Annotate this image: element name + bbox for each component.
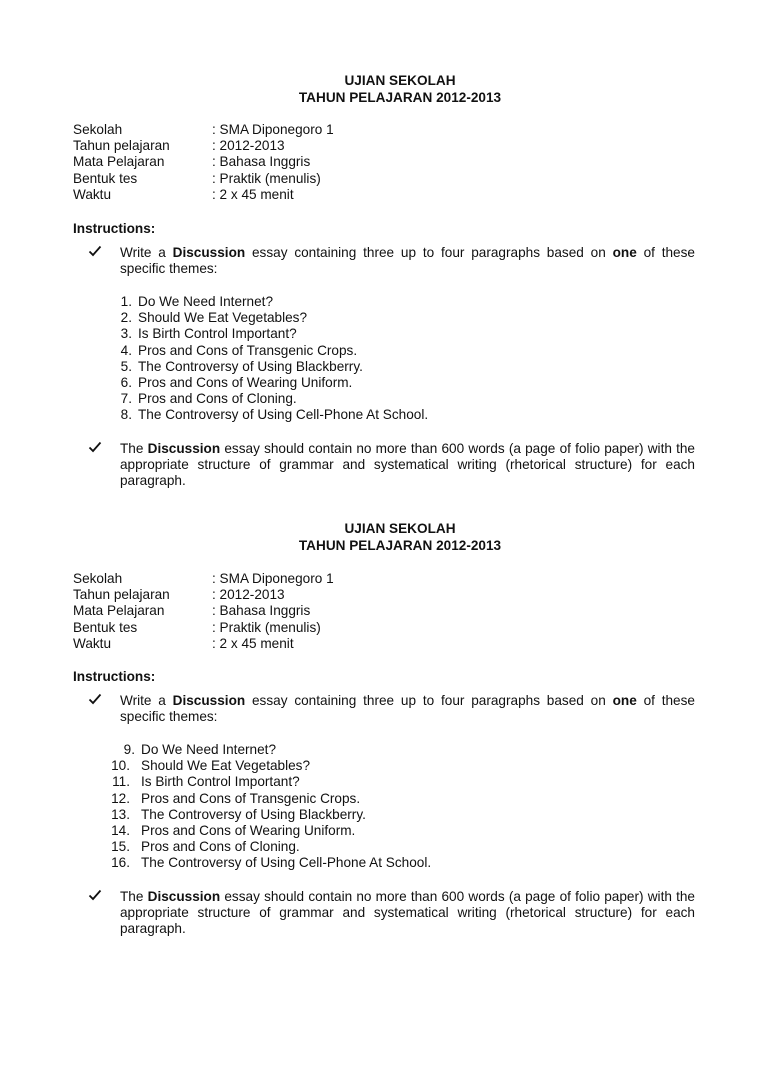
exam-title-line1: UJIAN SEKOLAH: [344, 73, 456, 88]
instruction-bullet-1: [73, 693, 695, 725]
text-run-bold: Discussion: [147, 889, 221, 904]
theme-text: Should We Eat Vegetables?: [138, 310, 308, 326]
theme-number: 3.: [120, 326, 132, 342]
theme-text: Pros and Cons of Transgenic Crops.: [138, 342, 358, 358]
theme-text: Should We Eat Vegetables?: [141, 758, 311, 774]
theme-text: The Controversy of Using Cell-Phone At School.: [138, 407, 429, 423]
theme-item: [114, 391, 428, 407]
info-row-mata-pelajaran: [73, 154, 334, 170]
theme-number: 1.: [120, 294, 132, 309]
theme-item: [105, 855, 431, 871]
info-row-waktu: [73, 636, 334, 652]
info-row-bentuk-tes: [73, 620, 334, 636]
info-row-bentuk-tes: [73, 171, 334, 187]
theme-item: [114, 326, 428, 342]
theme-number: 16.: [111, 855, 130, 871]
theme-text: The Controversy of Using Blackberry.: [138, 358, 363, 374]
info-row-tahun-pelajaran: [73, 587, 334, 603]
info-value: : Praktik (menulis): [212, 170, 321, 186]
info-value: : SMA Diponegoro 1: [212, 571, 334, 586]
text-run: Write a: [120, 693, 173, 708]
info-label: Bentuk tes: [73, 170, 138, 186]
instructions-heading: Instructions:: [73, 669, 156, 684]
theme-item: [105, 823, 431, 839]
theme-item: [114, 310, 428, 326]
exam-title-line2: TAHUN PELAJARAN 2012-2013: [298, 89, 502, 105]
theme-text: Pros and Cons of Wearing Uniform.: [138, 374, 353, 390]
theme-number: 8.: [120, 407, 132, 423]
info-label: Waktu: [73, 635, 112, 651]
text-run-bold: Discussion: [172, 245, 246, 260]
checkmark-icon: [88, 244, 102, 258]
info-row-tahun-pelajaran: [73, 138, 334, 154]
theme-number: 4.: [120, 342, 132, 358]
text-run: of these specific themes:: [120, 693, 695, 725]
theme-text: Is Birth Control Important?: [138, 326, 297, 342]
theme-number: 13.: [111, 806, 130, 822]
theme-item: [114, 375, 428, 391]
instructions-heading: Instructions:: [73, 221, 156, 236]
theme-list: [105, 742, 431, 872]
theme-item: [114, 359, 428, 375]
exam-info-table: [73, 122, 334, 203]
info-row-mata-pelajaran: [73, 603, 334, 619]
instruction-bullet-1: [73, 245, 695, 277]
theme-item: [105, 774, 431, 790]
info-value: : Bahasa Inggris: [212, 603, 311, 619]
theme-number: 7.: [120, 391, 132, 407]
instruction-bullet-2: [73, 889, 695, 938]
info-label: Bentuk tes: [73, 619, 138, 635]
theme-text: Pros and Cons of Cloning.: [138, 391, 297, 407]
theme-item: [114, 343, 428, 359]
theme-text: The Controversy of Using Blackberry.: [141, 806, 366, 822]
theme-text: Pros and Cons of Transgenic Crops.: [141, 790, 361, 806]
exam-title: [16, 521, 768, 554]
theme-item: [105, 839, 431, 855]
theme-item: [114, 294, 428, 310]
theme-number: 15.: [111, 839, 130, 855]
theme-number: 2.: [120, 310, 132, 326]
info-label: Sekolah: [73, 122, 123, 137]
theme-text: Do We Need Internet?: [138, 294, 274, 309]
theme-text: Is Birth Control Important?: [141, 774, 300, 790]
text-run-bold: one: [612, 245, 637, 260]
text-run: essay should contain no more than 600 words (a page of folio paper) with the appropriate structure of grammar and systematical writing (rhetorical structure) for each paragraph.: [120, 441, 695, 489]
theme-item: [105, 791, 431, 807]
exam-info-table: [73, 571, 334, 652]
exam-title-line1: UJIAN SEKOLAH: [344, 521, 456, 536]
exam-title-line2: TAHUN PELAJARAN 2012-2013: [298, 537, 502, 553]
info-label: Mata Pelajaran: [73, 603, 165, 619]
info-row-sekolah: [73, 571, 334, 587]
instruction-text: [120, 693, 695, 725]
instruction-text: [120, 245, 695, 277]
info-row-waktu: [73, 187, 334, 203]
info-value: : 2012-2013: [212, 587, 285, 603]
theme-item: [105, 758, 431, 774]
info-label: Waktu: [73, 186, 112, 202]
info-label: Mata Pelajaran: [73, 154, 165, 170]
theme-text: The Controversy of Using Cell-Phone At School.: [141, 855, 432, 871]
theme-number: 5.: [120, 358, 132, 374]
text-run: of these specific themes:: [120, 245, 695, 277]
theme-number: 6.: [120, 374, 132, 390]
theme-text: Do We Need Internet?: [141, 742, 277, 757]
instruction-bullet-2: [73, 441, 695, 490]
theme-item: [114, 407, 428, 423]
text-run: essay containing three up to four paragraphs based on: [245, 245, 613, 260]
text-run: essay should contain no more than 600 words (a page of folio paper) with the appropriate structure of grammar and systematical writing (rhetorical structure) for each paragraph.: [120, 889, 695, 937]
theme-text: Pros and Cons of Cloning.: [141, 839, 300, 855]
theme-item: [105, 742, 431, 758]
checkmark-icon: [88, 888, 102, 902]
exam-title: [16, 73, 768, 106]
theme-number: 9.: [123, 742, 135, 757]
checkmark-icon: [88, 692, 102, 706]
text-run: The: [120, 441, 148, 456]
checkmark-icon: [88, 440, 102, 454]
text-run: The: [120, 889, 148, 904]
text-run-bold: Discussion: [147, 441, 221, 456]
info-label: Tahun pelajaran: [73, 138, 170, 154]
text-run: Write a: [120, 245, 173, 260]
info-value: : 2 x 45 menit: [212, 186, 294, 202]
info-value: : SMA Diponegoro 1: [212, 122, 334, 137]
theme-number: 10.: [111, 758, 130, 774]
instruction-text: [120, 441, 695, 490]
theme-text: Pros and Cons of Wearing Uniform.: [141, 822, 356, 838]
info-label: Sekolah: [73, 571, 123, 586]
text-run-bold: one: [612, 693, 637, 708]
text-run-bold: Discussion: [172, 693, 246, 708]
theme-number: 11.: [112, 774, 130, 790]
theme-number: 12.: [111, 790, 130, 806]
info-value: : Bahasa Inggris: [212, 154, 311, 170]
theme-list: [114, 294, 428, 424]
info-label: Tahun pelajaran: [73, 587, 170, 603]
info-row-sekolah: [73, 122, 334, 138]
instruction-text: [120, 889, 695, 938]
theme-item: [105, 807, 431, 823]
text-run: essay containing three up to four paragraphs based on: [245, 693, 613, 708]
info-value: : 2 x 45 menit: [212, 635, 294, 651]
info-value: : 2012-2013: [212, 138, 285, 154]
theme-number: 14.: [111, 822, 130, 838]
info-value: : Praktik (menulis): [212, 619, 321, 635]
